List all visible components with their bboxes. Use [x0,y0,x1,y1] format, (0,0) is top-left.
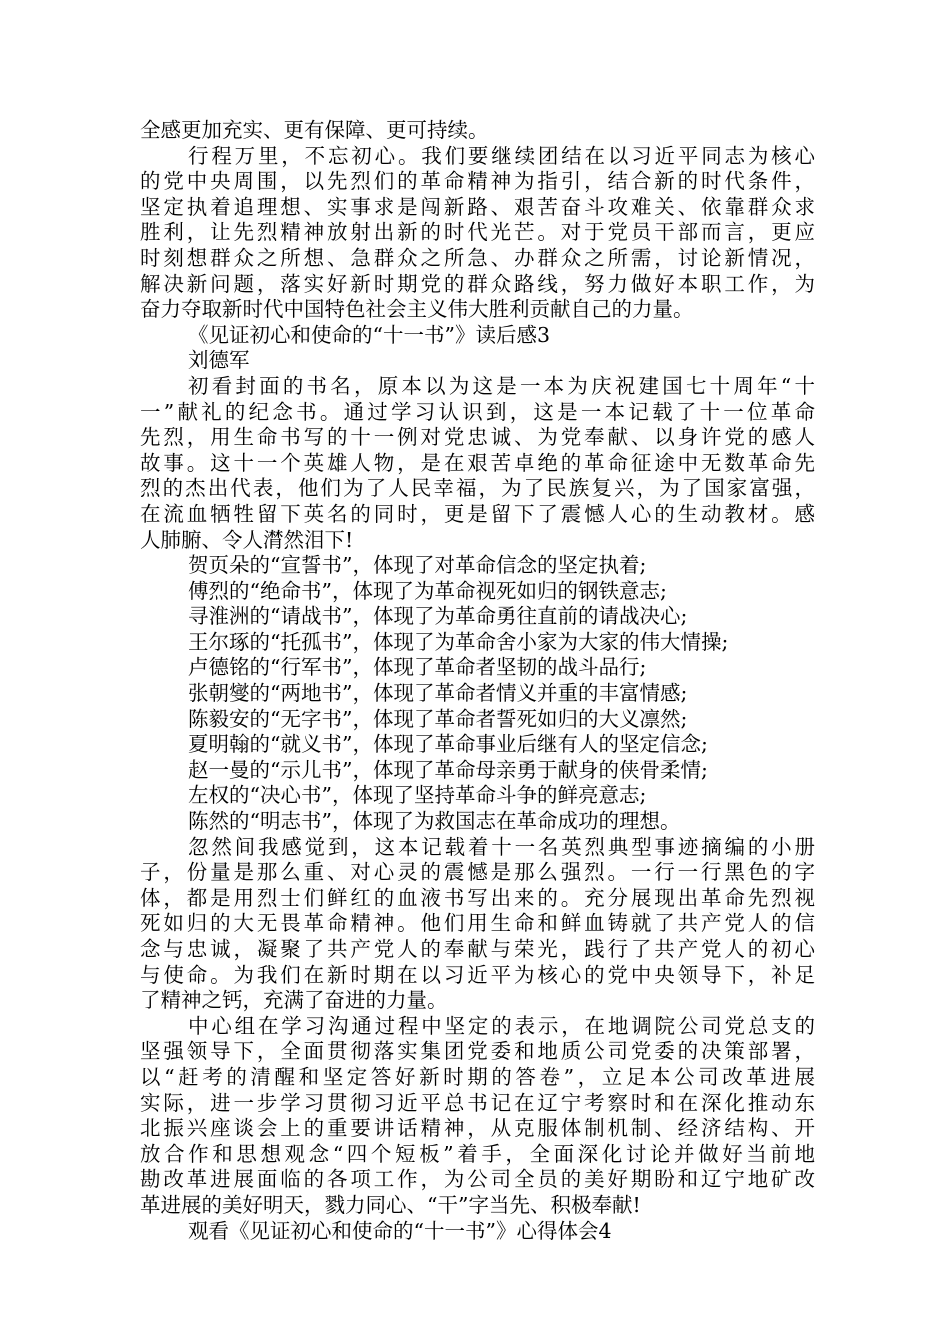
text-line: 死如归的大无畏革命精神。他们用生命和鲜血铸就了共产党人的信 [140,911,815,936]
text-line: 解决新问题，落实好新时期党的群众路线，努力做好本职工作，为 [140,271,815,296]
text-line: 忽然间我感觉到，这本记载着十一名英烈典型事迹摘编的小册 [188,834,815,859]
text-line: 陈毅安的“无字书”，体现了革命者誓死如归的大义凛然; [188,706,688,731]
text-line: 王尔琢的“托孤书”，体现了为革命舍小家为大家的伟大情操; [188,629,729,654]
text-line: 先烈，用生命书写的十一例对党忠诚、为党奉献、以身许党的感人 [140,425,815,450]
text-line: 卢德铭的“行军书”，体现了革命者坚韧的战斗品行; [188,655,647,680]
text-line: 张朝燮的“两地书”，体现了革命者情义并重的丰富情感; [188,681,688,706]
text-line: 赵一曼的“示儿书”，体现了革命母亲勇于献身的侠骨柔情; [188,757,708,782]
text-line: 故事。这十一个英雄人物，是在艰苦卓绝的革命征途中无数革命先 [140,450,815,475]
text-line: 行程万里，不忘初心。我们要继续团结在以习近平同志为核心 [188,143,815,168]
text-line: 放合作和思想观念“四个短板”着手，全面深化讨论并做好当前地 [140,1141,815,1166]
text-line: 陈然的“明志书”，体现了为救国志在革命成功的理想。 [188,809,681,834]
text-line: 中心组在学习沟通过程中坚定的表示，在地调院公司党总支的 [188,1013,815,1038]
text-line: 人肺腑、令人潸然泪下! [140,527,354,552]
text-line: 全感更加充实、更有保障、更可持续。 [140,118,489,142]
text-line: 刘德军 [188,348,250,373]
text-line: 时刻想群众之所想、急群众之所急、办群众之所需，讨论新情况， [140,245,815,270]
text-line: 傅烈的“绝命书”，体现了为革命视死如归的钢铁意志; [188,578,667,603]
text-line: 与使命。为我们在新时期在以习近平为核心的党中央领导下，补足 [140,962,815,987]
text-line: 观看《见证初心和使命的“十一书”》心得体会4 [188,1218,612,1243]
document-body [0,118,950,1244]
text-line: 寻淮洲的“请战书”，体现了为革命勇往直前的请战决心; [188,604,688,629]
text-line: 坚定执着追理想、实事求是闯新路、艰苦奋斗攻难关、依靠群众求 [140,194,815,219]
text-line: 夏明翰的“就义书”，体现了革命事业后继有人的坚定信念; [188,732,708,757]
text-line: 子，份量是那么重、对心灵的震憾是那么强烈。一行一行黑色的字 [140,860,815,885]
text-line: 北振兴座谈会上的重要讲话精神，从克服体制机制、经济结构、开 [140,1116,815,1141]
text-line: 胜利，让先烈精神放射出新的时代光芒。对于党员干部而言，更应 [140,220,815,245]
text-line: 坚强领导下，全面贯彻落实集团党委和地质公司党委的决策部署， [140,1039,815,1064]
text-line: 左权的“决心书”，体现了坚持革命斗争的鲜亮意志; [188,783,647,808]
text-line: 一”献礼的纪念书。通过学习认识到，这是一本记载了十一位革命 [140,399,815,424]
text-line: 《见证初心和使命的“十一书”》读后感3 [188,322,551,347]
text-line: 勘改革进展面临的各项工作，为公司全员的美好期盼和辽宁地矿改 [140,1167,815,1192]
text-line: 初看封面的书名，原本以为这是一本为庆祝建国七十周年“十 [188,373,815,398]
text-line: 烈的杰出代表，他们为了人民幸福，为了民族复兴，为了国家富强， [140,476,815,501]
text-line: 念与忠诚，凝聚了共产党人的奉献与荣光，践行了共产党人的初心 [140,937,815,961]
text-line: 革进展的美好明天，戮力同心、“干”字当先、积极奉献! [140,1192,641,1217]
text-line: 体，都是用烈士们鲜红的血液书写出来的。充分展现出革命先烈视 [140,885,815,910]
text-line: 贺页朵的“宣誓书”，体现了对革命信念的坚定执着; [188,553,647,578]
text-line: 实际，进一步学习贯彻习近平总书记在辽宁考察时和在深化推动东 [140,1090,815,1115]
text-line: 的党中央周围，以先烈们的革命精神为指引，结合新的时代条件， [140,169,815,194]
text-line: 在流血牺牲留下英名的同时，更是留下了震憾人心的生动教材。感 [140,501,815,526]
text-line: 奋力夺取新时代中国特色社会主义伟大胜利贡献自己的力量。 [140,297,694,322]
text-line: 了精神之钙，充满了奋进的力量。 [140,988,448,1013]
text-line: 以“赶考的清醒和坚定答好新时期的答卷”，立足本公司改革进展 [140,1064,815,1089]
